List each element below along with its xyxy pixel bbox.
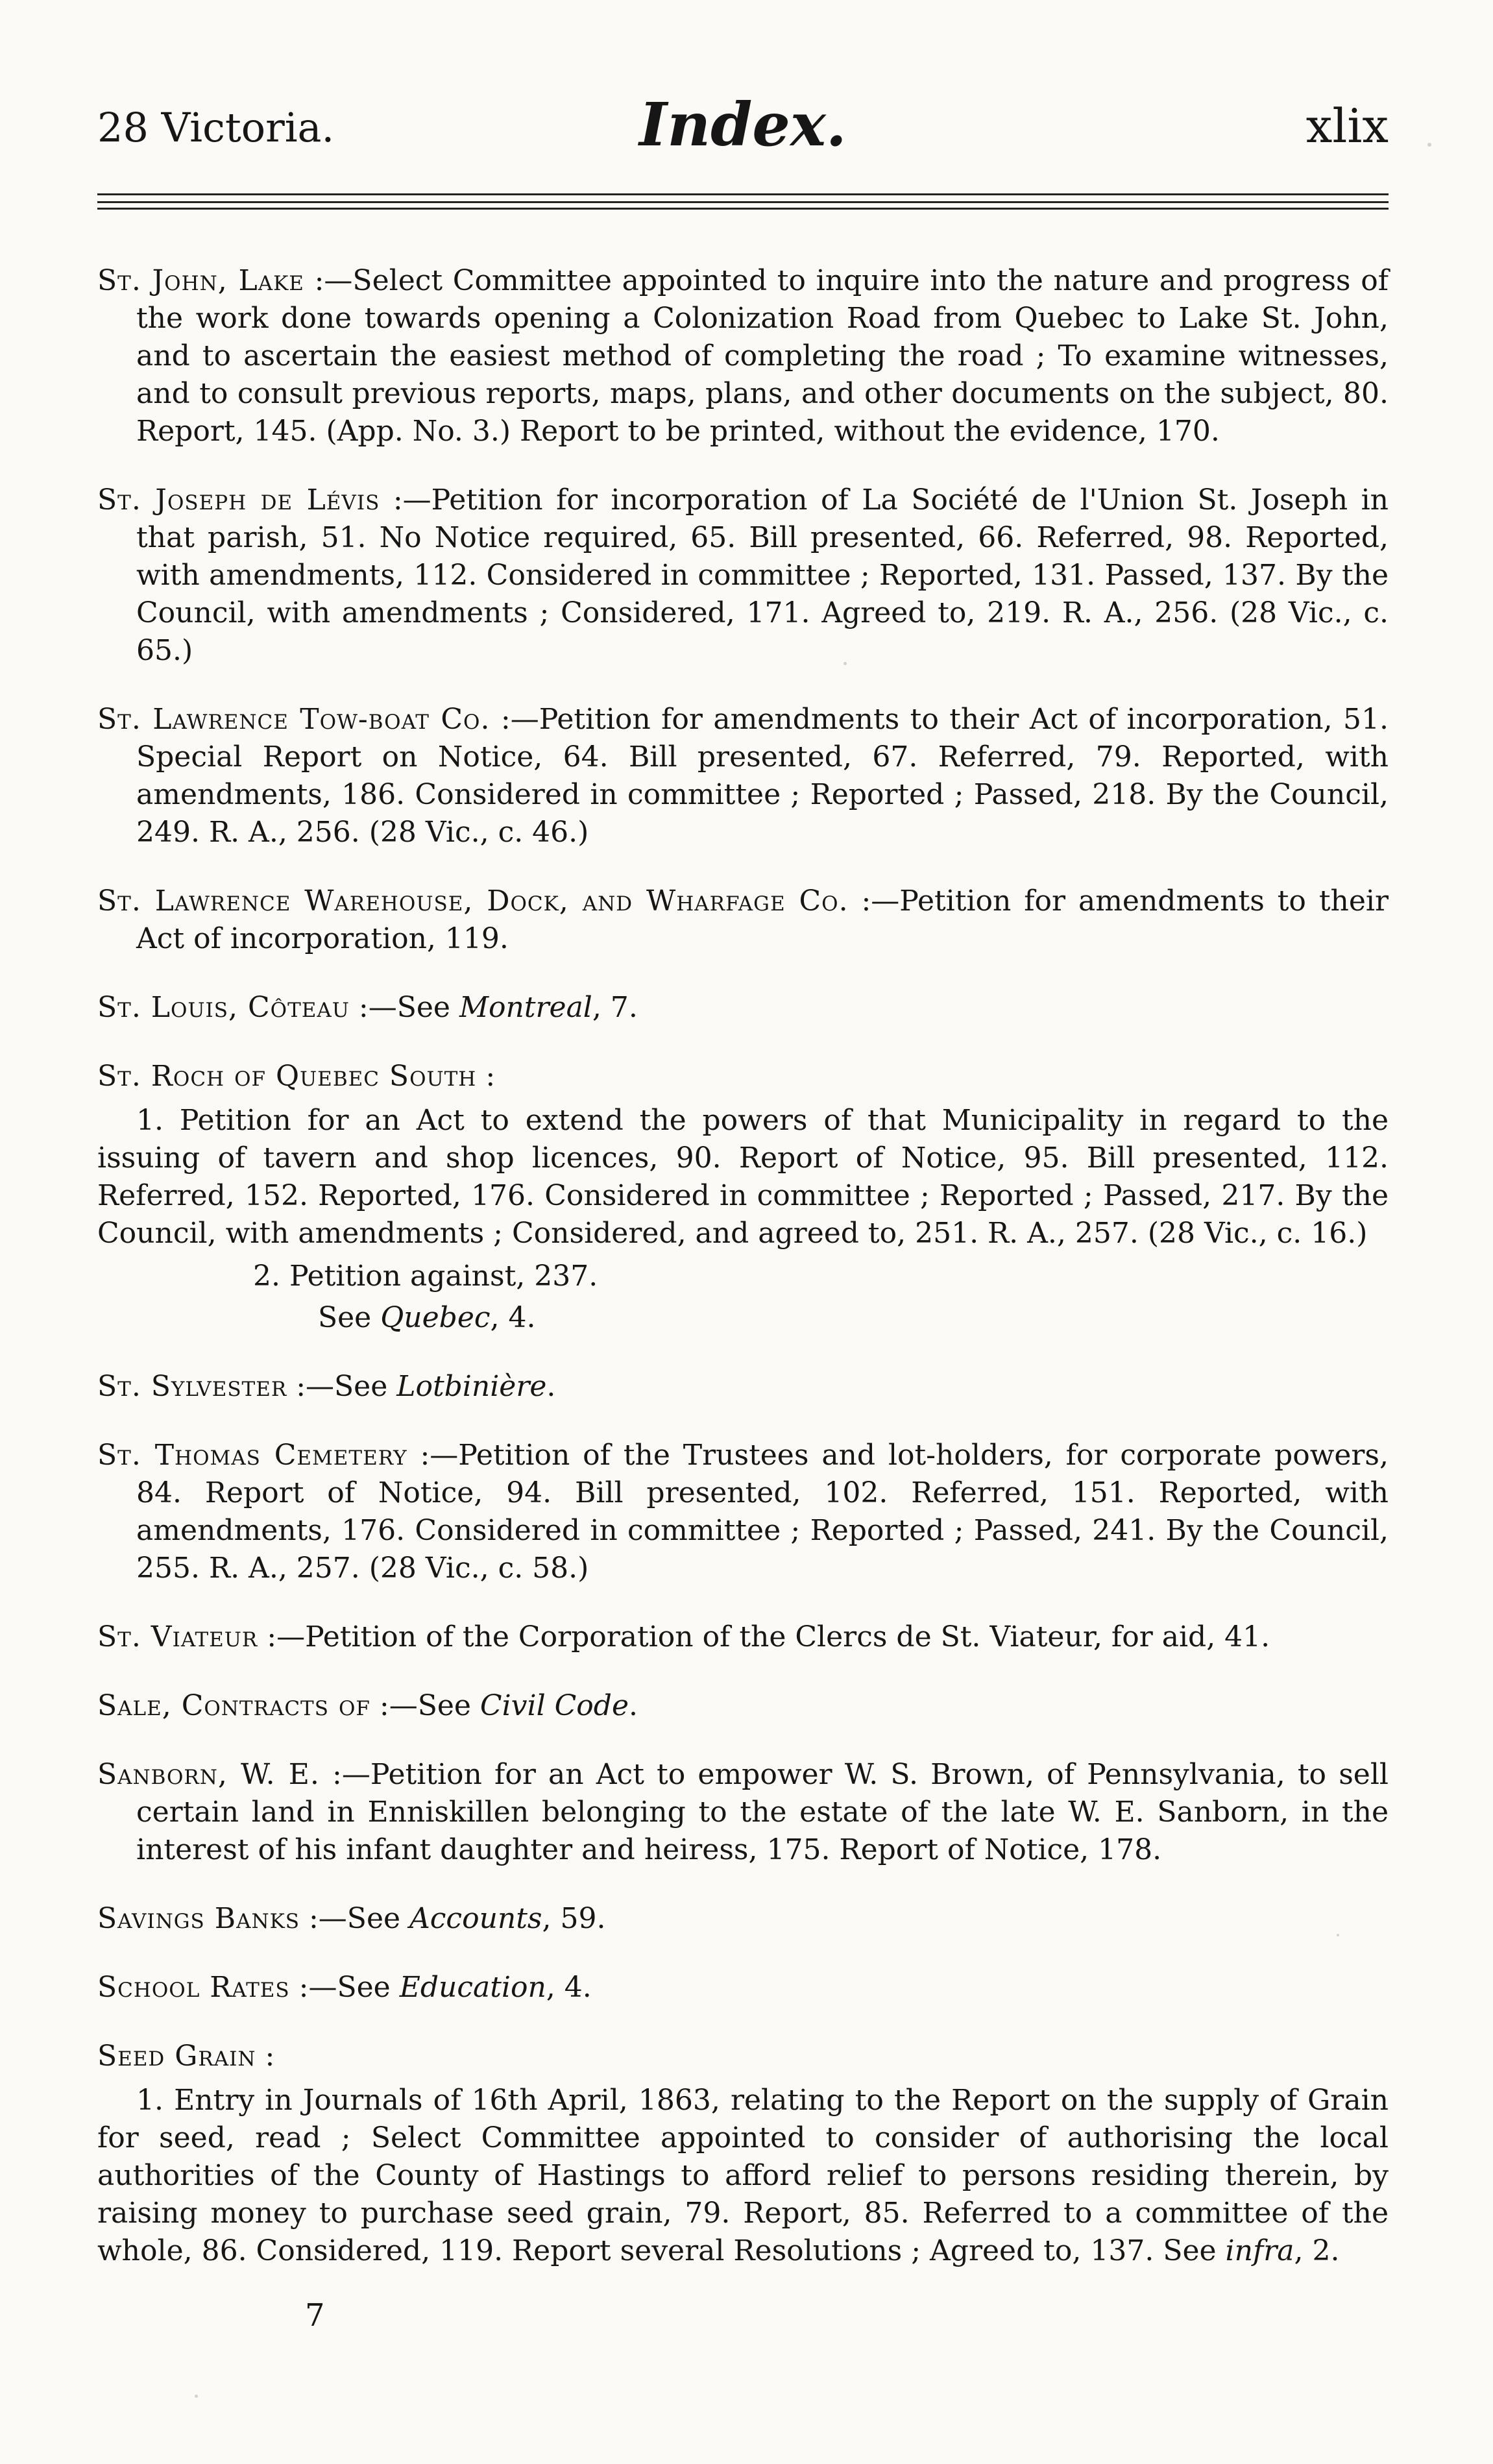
cross-reference: Montreal	[459, 991, 592, 1024]
see-also	[97, 1299, 1389, 1337]
sub-entry	[97, 2082, 1389, 2270]
page-header	[97, 78, 1389, 175]
entry-text: :—See	[298, 1971, 400, 2004]
cross-reference: Lotbinière	[396, 1370, 547, 1403]
print-speck	[195, 2395, 198, 2398]
see-text: See	[318, 1301, 381, 1334]
entry-text: :—Petition of the Corporation of the Clercs de St. Viateur, for aid, 41.	[267, 1620, 1270, 1653]
page-number: xlix	[1305, 99, 1389, 153]
entry-text: :—See	[308, 1902, 410, 1935]
index-entry	[97, 989, 1389, 1027]
cross-reference: Education	[399, 1971, 546, 2004]
index-entry	[97, 262, 1389, 450]
index-entry	[97, 2038, 1389, 2270]
cross-reference: infra	[1225, 2234, 1294, 2267]
entry-tail: .	[629, 1689, 638, 1722]
entry-tail: , 4.	[546, 1971, 592, 2004]
index-entry	[97, 482, 1389, 670]
index-entry	[97, 1900, 1389, 1938]
signature-mark: 7	[305, 2297, 325, 2334]
cross-reference: Accounts	[409, 1902, 542, 1935]
header-rule	[97, 201, 1389, 203]
entry-heading: St. Viateur	[97, 1620, 258, 1653]
entry-heading: School Rates	[97, 1971, 290, 2004]
page-title: Index.	[639, 90, 847, 160]
index-entry	[97, 1969, 1389, 2007]
print-speck	[844, 662, 847, 665]
sub-entry-text: 1. Entry in Journals of 16th April, 1863, relating to the Report on the supply of Grain for seed, read ; Select Committee appointed to consider of authorising the local authorities of the County of Hastings to afford relief to persons residing therein, by raising money to purchase seed grain, 79. Report, 85. Referred to a committee of the whole, 86. Considered, 119. Report several Resolutions ; Agreed to, 137. See	[97, 2084, 1389, 2267]
entry-heading: St. Roch of Quebec South	[97, 1060, 477, 1093]
index-entry	[97, 1058, 1389, 1337]
cross-reference: Quebec	[380, 1301, 491, 1334]
index-entry	[97, 701, 1389, 851]
index-entry	[97, 1618, 1389, 1656]
sub-entry: 1. Petition for an Act to extend the powers of that Municipality in regard to the issuing of tavern and shop licences, 90. Report of Notice, 95. Bill presented, 112. Referred, 152. Reported, 176. Considered in committee ; Reported ; Passed, 217. By the Council, with amendments ; Considered, and agreed to, 251. R. A., 257. (28 Vic., c. 16.)	[97, 1104, 1389, 1250]
entry-heading: Savings Banks	[97, 1902, 300, 1935]
see-tail: , 4.	[490, 1301, 536, 1334]
sub-entry: 2. Petition against, 237.	[253, 1260, 598, 1293]
index-entry	[97, 1437, 1389, 1587]
entry-heading: St. Thomas Cemetery	[97, 1439, 407, 1472]
sub-entry-tail: , 2.	[1294, 2234, 1340, 2267]
index-entry	[97, 1687, 1389, 1725]
session-label: 28 Victoria.	[97, 104, 335, 151]
print-speck	[1337, 1934, 1339, 1936]
entry-heading: St. Lawrence Warehouse, Dock, and Wharfage Co.	[97, 884, 849, 918]
entry-text: :—Petition for amendments to their Act of incorporation, 119.	[136, 884, 1389, 955]
entry-heading: Sanborn, W. E.	[97, 1758, 320, 1791]
entry-heading: St. Joseph de Lévis	[97, 483, 380, 517]
entry-text: :—Petition for an Act to empower W. S. Brown, of Pennsylvania, to sell certain land in Enniskillen belonging to the estate of the late W. E. Sanborn, in the interest of his infant daughter and heiress, 175. Report of Notice, 178.	[136, 1758, 1389, 1866]
index-entries	[97, 234, 1389, 2301]
entry-text: :—See	[379, 1689, 480, 1722]
entry-tail: .	[546, 1370, 556, 1403]
entry-colon: :	[476, 1060, 496, 1093]
entry-heading: Sale, Contracts of	[97, 1689, 370, 1722]
index-entry	[97, 1368, 1389, 1406]
entry-heading: Seed Grain	[97, 2040, 256, 2073]
entry-text: :—Petition for incorporation of La Société de l'Union St. Joseph in that parish, 51. No Notice required, 65. Bill presented, 66. Referred, 98. Reported, with amendments, 112. Considered in committee ; Reported, 131. Passed, 137. By the Council, with amendments ; Considered, 171. Agreed to, 219. R. A., 256. (28 Vic., c. 65.)	[136, 483, 1389, 667]
index-page	[97, 78, 1389, 2267]
entry-heading: St. Lawrence Tow-boat Co.	[97, 703, 491, 736]
entry-title	[97, 2038, 1389, 2075]
entry-tail: , 59.	[542, 1902, 606, 1935]
index-entry	[97, 1756, 1389, 1869]
entry-text: :—See	[296, 1370, 397, 1403]
entry-text: :—Select Committee appointed to inquire into the nature and progress of the work done towards opening a Colonization Road from Quebec to Lake St. John, and to ascertain the easiest method of completing the road ; To examine witnesses, and to consult previous reports, maps, plans, and other documents on the subject, 80. Report, 145. (App. No. 3.) Report to be printed, without the evidence, 170.	[136, 264, 1389, 448]
cross-reference: Civil Code	[479, 1689, 629, 1722]
entry-tail: , 7.	[592, 991, 638, 1024]
index-entry	[97, 883, 1389, 958]
entry-title	[97, 1058, 1389, 1095]
entry-heading: St. Louis, Côteau	[97, 991, 350, 1024]
print-speck	[1427, 143, 1431, 147]
entry-text: :—Petition of the Trustees and lot-holders, for corporate powers, 84. Report of Notice, 94. Bill presented, 102. Referred, 151. Reported, with amendments, 176. Considered in committee ; Reported ; Passed, 241. By the Council, 255. R. A., 257. (28 Vic., c. 58.)	[136, 1439, 1389, 1585]
entry-text: :—See	[358, 991, 459, 1024]
header-rule	[97, 193, 1389, 195]
entry-heading: St. John, Lake	[97, 264, 304, 297]
entry-heading: St. Sylvester	[97, 1370, 287, 1403]
entry-text: :—Petition for amendments to their Act of incorporation, 51. Special Report on Notice, 64. Bill presented, 67. Referred, 79. Reported, with amendments, 186. Considered in committee ; Reported ; Passed, 218. By the Council, 249. R. A., 256. (28 Vic., c. 46.)	[136, 703, 1389, 849]
header-rule	[97, 208, 1389, 210]
entry-colon: :	[256, 2040, 275, 2073]
